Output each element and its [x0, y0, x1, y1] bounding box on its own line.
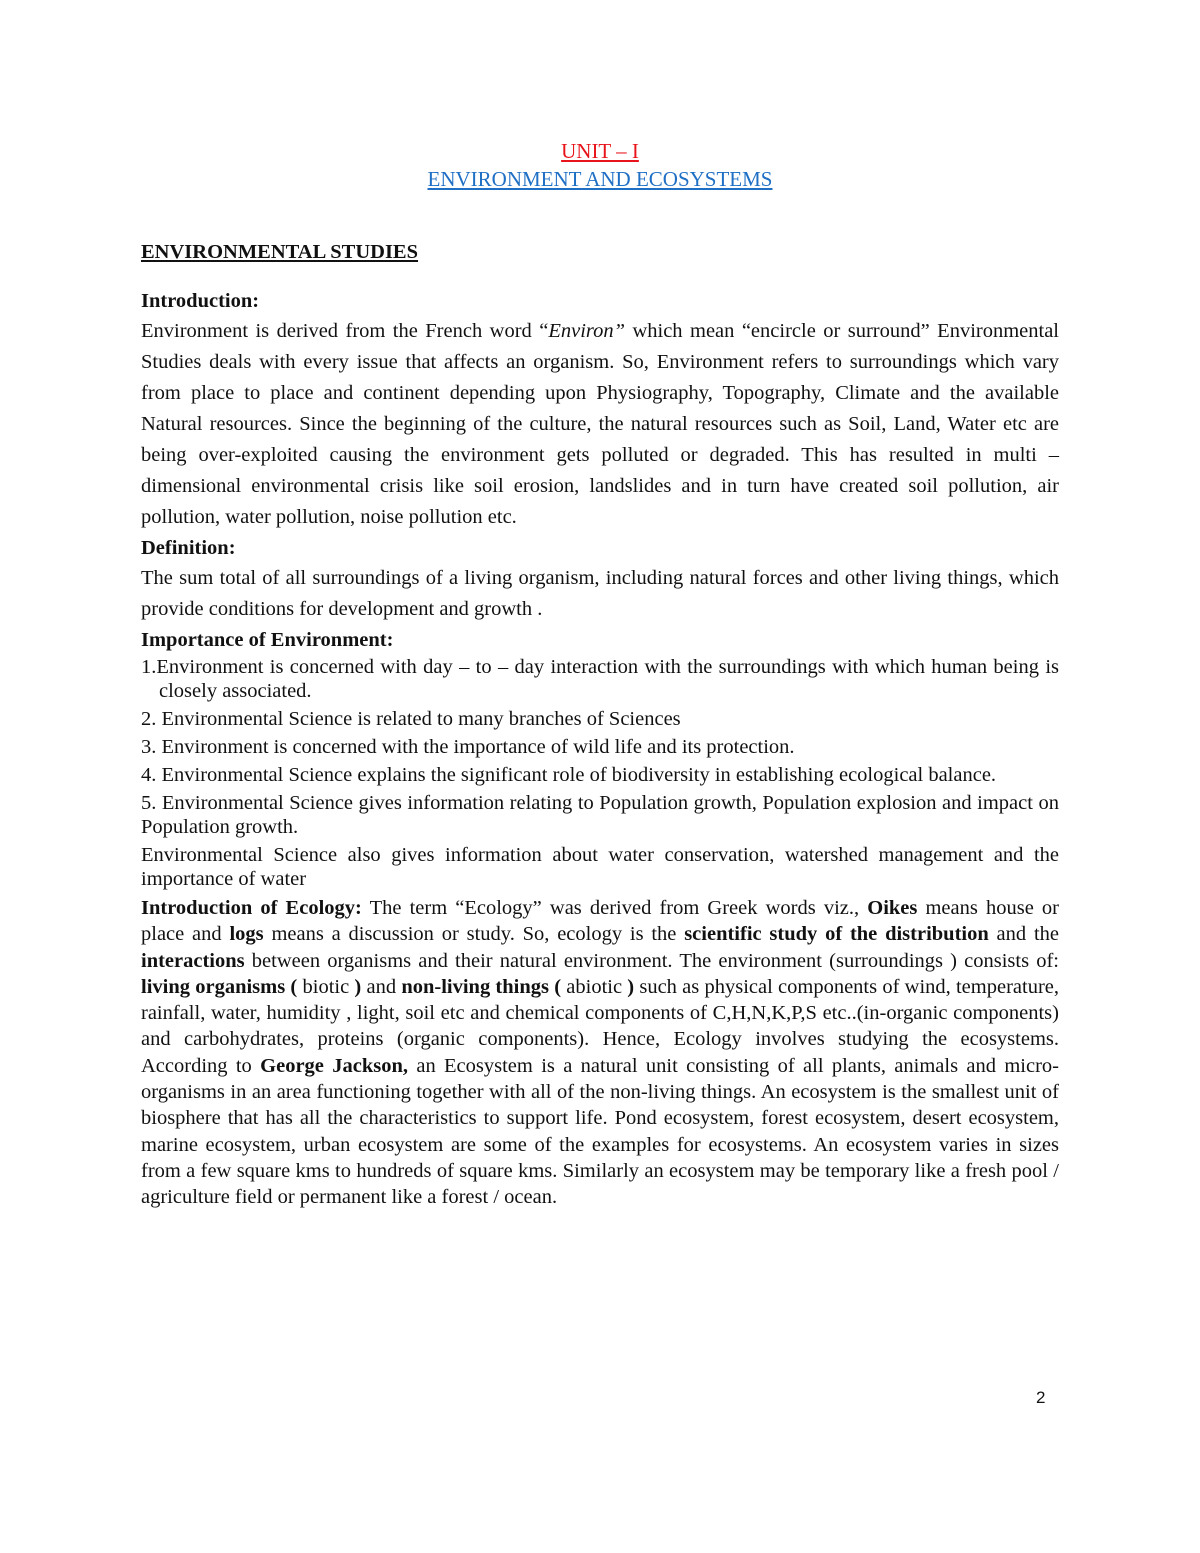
ecology-bold: Oikes — [867, 897, 918, 919]
ecology-bold: living organisms ( — [141, 975, 298, 998]
section-title: ENVIRONMENTAL STUDIES — [141, 241, 419, 263]
ecology-bold: ) — [627, 975, 635, 998]
ecology-text: and — [361, 975, 402, 998]
introduction-paragraph — [141, 316, 1059, 533]
definition-heading: Definition: — [141, 537, 236, 559]
page-number: 2 — [1036, 1388, 1046, 1407]
ecology-text: such as physical components of wind, temperature, rainfall, water, humidity , light, soil etc and chemical components of C,H,N,K,P,S etc..(in-organic components) and carbohydrates, proteins (organic components). Hence, Ecology involves studying the ecosystems. According to — [141, 975, 1060, 1077]
introduction-label: Introduction — [141, 290, 253, 312]
ecology-text: biotic — [297, 975, 355, 998]
introduction-colon: : — [252, 290, 260, 312]
ecology-text: and the — [988, 923, 1059, 946]
importance-list — [141, 655, 1059, 891]
document-body — [141, 238, 1059, 1211]
list-item: 1.Environment is concerned with day – to – day interaction with the surroundings with which human being is closely associated. — [141, 656, 1059, 702]
unit-heading: UNIT – I — [561, 139, 639, 163]
definition-paragraph: The sum total of all surroundings of a living organism, including natural forces and other living things, which provide conditions for development and growth . — [141, 567, 1059, 620]
introduction-heading — [141, 286, 1059, 316]
ecology-bold: interactions — [141, 949, 245, 972]
unit-subtitle: ENVIRONMENT AND ECOSYSTEMS — [427, 167, 773, 191]
intro-italic-word: Environ” — [548, 320, 626, 342]
ecology-bold: logs — [229, 923, 264, 946]
ecology-text: between organisms and their natural environment. The environment (surroundings ) consists of: — [244, 949, 1059, 972]
intro-text-2: which mean “encircle or surround” Environmental Studies deals with every issue that affects an organism. So, Environment refers to surroundings which vary from place to place and continent depending upon Physiography, Topography, Climate and the available Natural resources. Since the beginning of the culture, the natural resources such as Soil, Land, Water etc are being over-exploited causing the environment gets polluted or degraded. This has resulted in multi – dimensional environmental crisis like soil erosion, landslides and in turn have created soil pollution, air pollution, water pollution, noise pollution etc. — [141, 320, 1060, 528]
list-item: 5. Environmental Science gives information relating to Population growth, Population explosion and impact on Population growth. — [141, 792, 1059, 838]
ecology-text: abiotic — [561, 975, 628, 998]
ecology-text: means a discussion or study. So, ecology is the — [263, 923, 685, 946]
intro-text-1: Environment is derived from the French word “ — [141, 320, 549, 342]
ecology-paragraph — [141, 895, 1059, 1211]
ecology-text: The term “Ecology” was derived from Greek words viz., — [361, 897, 868, 919]
ecology-text: an Ecosystem is a natural unit consisting of all plants, animals and micro-organisms in an area functioning together with all of the non-living things. An ecosystem is the smallest unit of biosphere that has all the characteristics to support life. Pond ecosystem, forest ecosystem, desert ecosystem, marine ecosystem, urban ecosystem are some of the examples for ecosystems. An ecosystem varies in sizes from a few square kms to hundreds of square kms. Similarly an ecosystem may be temporary like a fresh pool / agriculture field or permanent like a forest / ocean. — [141, 1054, 1059, 1209]
list-item: 3. Environment is concerned with the importance of wild life and its protection. — [141, 736, 795, 758]
ecology-text: means house or place and — [141, 897, 1059, 946]
list-item: 2. Environmental Science is related to many branches of Sciences — [141, 708, 681, 730]
ecology-bold: George Jackson, — [260, 1054, 408, 1077]
importance-heading: Importance of Environment: — [141, 629, 394, 651]
ecology-bold: scientific study of the distribution — [684, 923, 989, 946]
list-item: Environmental Science also gives information about water conservation, watershed management and the importance of water — [141, 844, 1059, 890]
ecology-bold: non-living things ( — [401, 975, 562, 998]
ecology-bold: ) — [354, 975, 362, 998]
ecology-label: Introduction of Ecology: — [141, 897, 362, 919]
list-item: 4. Environmental Science explains the significant role of biodiversity in establishing ecological balance. — [141, 764, 997, 786]
